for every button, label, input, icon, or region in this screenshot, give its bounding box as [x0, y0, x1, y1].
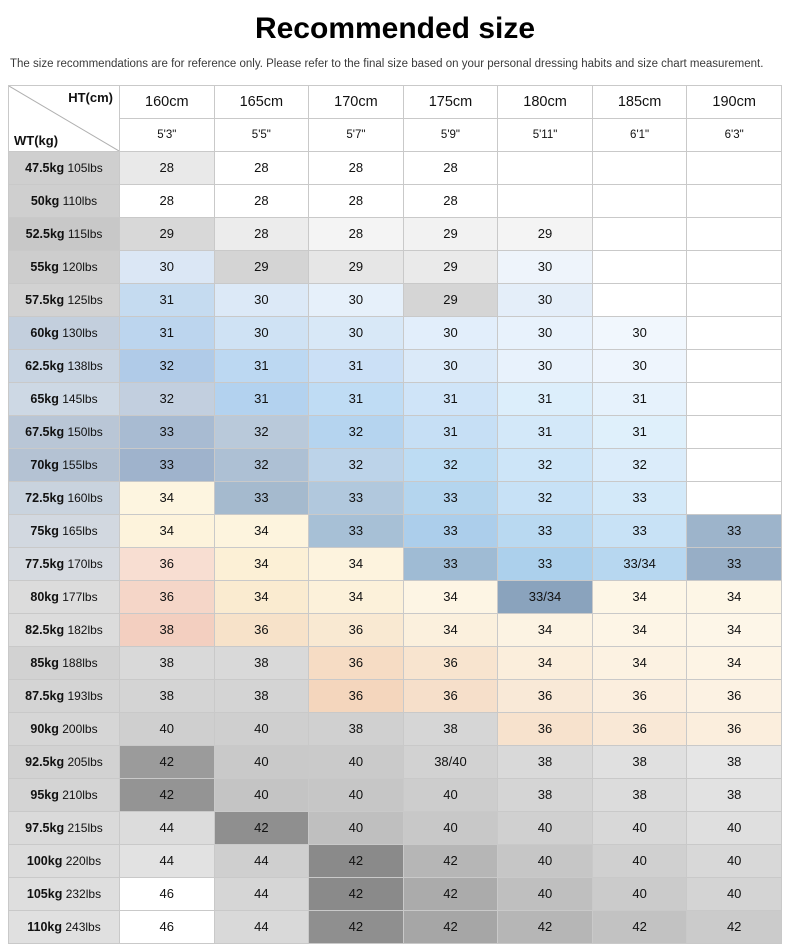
size-cell: 28 — [214, 217, 309, 250]
size-cell: 34 — [687, 613, 782, 646]
row-header-weight — [9, 712, 120, 745]
column-header-height-ft: 5'7" — [309, 118, 404, 151]
row-header-weight — [9, 745, 120, 778]
row-header-lbs: 165lbs — [62, 523, 98, 538]
row-header-weight — [9, 910, 120, 943]
size-cell: 42 — [309, 844, 404, 877]
row-header-weight — [9, 778, 120, 811]
row-header-weight — [9, 448, 120, 481]
row-header-lbs: 182lbs — [67, 622, 103, 637]
table-row — [9, 349, 782, 382]
size-cell: 33 — [403, 481, 498, 514]
size-cell: 33 — [403, 514, 498, 547]
size-cell: 33 — [687, 547, 782, 580]
column-header-height-ft: 6'3" — [687, 118, 782, 151]
size-cell: 30 — [309, 316, 404, 349]
row-header-weight — [9, 217, 120, 250]
row-header-lbs: 215lbs — [67, 820, 103, 835]
size-cell: 34 — [309, 580, 404, 613]
size-cell: 34 — [120, 514, 215, 547]
size-cell: 28 — [120, 151, 215, 184]
size-cell: 33/34 — [498, 580, 593, 613]
size-cell — [687, 283, 782, 316]
size-cell: 40 — [687, 877, 782, 910]
row-header-kg: 57.5kg — [25, 292, 65, 307]
size-cell: 46 — [120, 910, 215, 943]
row-header-kg: 80kg — [30, 589, 59, 604]
size-cell: 40 — [309, 745, 404, 778]
table-row — [9, 745, 782, 778]
table-row — [9, 712, 782, 745]
row-header-kg: 62.5kg — [25, 358, 65, 373]
size-cell: 33 — [120, 448, 215, 481]
table-row — [9, 184, 782, 217]
size-cell: 30 — [120, 250, 215, 283]
table-row — [9, 316, 782, 349]
page-subtitle: The size recommendations are for reference only. Please refer to the final size based on your personal dressing habits and size chart measurement. — [10, 58, 764, 70]
height-axis-label: HT(cm) — [68, 89, 113, 105]
size-cell: 36 — [309, 679, 404, 712]
size-cell: 29 — [403, 250, 498, 283]
row-header-lbs: 193lbs — [67, 688, 103, 703]
size-cell: 34 — [687, 580, 782, 613]
size-cell: 38 — [214, 646, 309, 679]
size-cell — [687, 250, 782, 283]
size-cell: 33 — [687, 514, 782, 547]
size-cell: 30 — [214, 283, 309, 316]
header-row-ft — [9, 118, 782, 151]
size-cell: 38 — [687, 778, 782, 811]
table-header — [9, 85, 782, 151]
size-cell: 34 — [498, 646, 593, 679]
size-cell: 31 — [498, 415, 593, 448]
size-cell: 44 — [120, 811, 215, 844]
row-header-lbs: 115lbs — [67, 226, 103, 241]
size-cell: 31 — [214, 382, 309, 415]
table-row — [9, 514, 782, 547]
row-header-weight — [9, 184, 120, 217]
row-header-kg: 67.5kg — [25, 424, 65, 439]
size-cell: 36 — [120, 547, 215, 580]
row-header-kg: 82.5kg — [25, 622, 65, 637]
size-cell: 34 — [309, 547, 404, 580]
row-header-kg: 55kg — [30, 259, 59, 274]
row-header-kg: 105kg — [26, 886, 63, 901]
column-header-height-ft: 5'3" — [120, 118, 215, 151]
table-row — [9, 877, 782, 910]
size-cell: 36 — [403, 646, 498, 679]
size-cell: 31 — [592, 382, 687, 415]
size-cell: 38 — [309, 712, 404, 745]
size-cell: 33 — [498, 514, 593, 547]
page-title: Recommended size — [254, 12, 536, 45]
row-header-lbs: 150lbs — [67, 424, 103, 439]
size-cell: 40 — [309, 778, 404, 811]
size-cell: 32 — [120, 349, 215, 382]
size-cell: 33 — [214, 481, 309, 514]
header-row-cm — [9, 85, 782, 118]
size-cell: 42 — [309, 910, 404, 943]
size-cell: 34 — [592, 646, 687, 679]
row-header-lbs: 200lbs — [62, 721, 98, 736]
row-header-lbs: 110lbs — [62, 193, 98, 208]
size-cell: 34 — [214, 514, 309, 547]
size-cell: 40 — [687, 844, 782, 877]
row-header-lbs: 210lbs — [62, 787, 98, 802]
size-cell: 38 — [687, 745, 782, 778]
size-cell: 28 — [120, 184, 215, 217]
size-cell — [592, 283, 687, 316]
size-cell: 36 — [309, 613, 404, 646]
size-cell: 30 — [592, 349, 687, 382]
size-cell: 33 — [309, 514, 404, 547]
column-header-height: 170cm — [309, 85, 404, 118]
size-cell: 40 — [592, 877, 687, 910]
size-cell: 40 — [214, 778, 309, 811]
row-header-weight — [9, 547, 120, 580]
row-header-kg: 72.5kg — [25, 490, 65, 505]
table-row — [9, 910, 782, 943]
size-cell: 33 — [498, 547, 593, 580]
size-cell: 42 — [309, 877, 404, 910]
column-header-height-ft: 5'11" — [498, 118, 593, 151]
size-cell: 36 — [120, 580, 215, 613]
row-header-kg: 90kg — [30, 721, 59, 736]
row-header-kg: 110kg — [27, 919, 63, 934]
size-cell: 40 — [214, 712, 309, 745]
size-cell: 42 — [120, 745, 215, 778]
size-cell: 32 — [592, 448, 687, 481]
table-row — [9, 217, 782, 250]
table-row — [9, 250, 782, 283]
size-cell: 32 — [120, 382, 215, 415]
size-cell: 34 — [214, 547, 309, 580]
row-header-lbs: 105lbs — [67, 160, 103, 175]
size-cell: 40 — [498, 811, 593, 844]
row-header-weight — [9, 349, 120, 382]
size-cell: 36 — [687, 712, 782, 745]
column-header-height-ft: 5'9" — [403, 118, 498, 151]
row-header-lbs: 120lbs — [62, 259, 98, 274]
size-cell: 31 — [120, 283, 215, 316]
row-header-lbs: 188lbs — [62, 655, 98, 670]
size-cell: 42 — [403, 910, 498, 943]
table-body — [9, 151, 782, 943]
size-cell: 42 — [592, 910, 687, 943]
table-row — [9, 811, 782, 844]
size-cell — [687, 217, 782, 250]
size-cell: 30 — [498, 283, 593, 316]
size-cell — [687, 349, 782, 382]
size-cell — [687, 481, 782, 514]
column-header-height: 190cm — [687, 85, 782, 118]
size-cell: 40 — [309, 811, 404, 844]
row-header-kg: 70kg — [30, 457, 59, 472]
row-header-weight — [9, 613, 120, 646]
size-cell: 33/34 — [592, 547, 687, 580]
size-cell: 32 — [309, 415, 404, 448]
size-cell: 40 — [592, 844, 687, 877]
column-header-height: 165cm — [214, 85, 309, 118]
row-header-lbs: 160lbs — [67, 490, 103, 505]
size-cell: 31 — [498, 382, 593, 415]
size-cell: 40 — [498, 877, 593, 910]
size-cell: 40 — [498, 844, 593, 877]
size-cell: 38 — [120, 646, 215, 679]
size-cell: 28 — [403, 151, 498, 184]
size-cell — [498, 184, 593, 217]
size-cell — [687, 415, 782, 448]
size-cell — [592, 250, 687, 283]
table-row — [9, 844, 782, 877]
size-cell: 46 — [120, 877, 215, 910]
size-cell: 30 — [309, 283, 404, 316]
size-cell — [687, 382, 782, 415]
size-cell: 38 — [120, 613, 215, 646]
row-header-lbs: 130lbs — [62, 325, 98, 340]
size-cell: 34 — [403, 613, 498, 646]
row-header-kg: 50kg — [30, 193, 60, 208]
row-header-lbs: 145lbs — [62, 391, 98, 406]
size-cell: 36 — [309, 646, 404, 679]
row-header-kg: 47.5kg — [25, 160, 65, 175]
size-cell: 36 — [592, 712, 687, 745]
size-cell: 30 — [403, 316, 498, 349]
size-cell: 42 — [403, 877, 498, 910]
size-cell: 40 — [120, 712, 215, 745]
table-row — [9, 580, 782, 613]
row-header-kg: 100kg — [26, 853, 63, 868]
size-cell: 36 — [687, 679, 782, 712]
size-cell: 34 — [214, 580, 309, 613]
recommended-size-table — [8, 85, 782, 944]
row-header-kg: 85kg — [30, 655, 59, 670]
size-cell: 32 — [403, 448, 498, 481]
size-cell: 29 — [214, 250, 309, 283]
size-cell: 28 — [309, 184, 404, 217]
row-header-weight — [9, 877, 120, 910]
size-cell: 44 — [214, 844, 309, 877]
size-cell: 31 — [592, 415, 687, 448]
size-cell: 38 — [592, 778, 687, 811]
row-header-weight — [9, 283, 120, 316]
size-cell: 40 — [592, 811, 687, 844]
size-cell: 32 — [498, 481, 593, 514]
size-cell: 31 — [214, 349, 309, 382]
row-header-weight — [9, 646, 120, 679]
size-cell: 38/40 — [403, 745, 498, 778]
row-header-weight — [9, 151, 120, 184]
size-cell: 33 — [120, 415, 215, 448]
size-cell: 38 — [498, 745, 593, 778]
row-header-lbs: 220lbs — [65, 853, 102, 868]
size-cell: 44 — [214, 910, 309, 943]
row-header-weight — [9, 679, 120, 712]
size-cell: 34 — [592, 613, 687, 646]
table-row — [9, 382, 782, 415]
size-cell: 29 — [120, 217, 215, 250]
size-cell: 29 — [403, 217, 498, 250]
size-cell: 28 — [214, 184, 309, 217]
size-cell: 34 — [498, 613, 593, 646]
row-header-lbs: 232lbs — [65, 886, 102, 901]
size-cell: 30 — [498, 316, 593, 349]
row-header-kg: 95kg — [30, 787, 59, 802]
size-cell: 31 — [309, 349, 404, 382]
size-cell — [687, 448, 782, 481]
size-cell: 40 — [403, 811, 498, 844]
row-header-weight — [9, 415, 120, 448]
row-header-kg: 75kg — [30, 523, 59, 538]
row-header-kg: 65kg — [30, 391, 59, 406]
size-cell: 38 — [403, 712, 498, 745]
row-header-kg: 77.5kg — [25, 556, 65, 571]
row-header-lbs: 177lbs — [62, 589, 98, 604]
table-row — [9, 778, 782, 811]
size-cell: 28 — [309, 217, 404, 250]
size-cell: 36 — [498, 712, 593, 745]
table-row — [9, 283, 782, 316]
size-cell: 30 — [498, 250, 593, 283]
size-cell: 30 — [498, 349, 593, 382]
size-cell: 33 — [592, 481, 687, 514]
column-header-height: 175cm — [403, 85, 498, 118]
size-cell: 44 — [214, 877, 309, 910]
size-cell: 32 — [214, 415, 309, 448]
table-row — [9, 646, 782, 679]
size-cell: 34 — [687, 646, 782, 679]
size-cell: 28 — [403, 184, 498, 217]
size-cell: 31 — [403, 415, 498, 448]
table-row — [9, 679, 782, 712]
size-cell: 34 — [592, 580, 687, 613]
size-cell: 33 — [403, 547, 498, 580]
size-cell: 42 — [120, 778, 215, 811]
size-cell: 32 — [214, 448, 309, 481]
row-header-lbs: 155lbs — [62, 457, 98, 472]
row-header-kg: 87.5kg — [25, 688, 65, 703]
table-row — [9, 613, 782, 646]
size-cell: 36 — [592, 679, 687, 712]
size-cell: 44 — [120, 844, 215, 877]
size-cell — [687, 184, 782, 217]
size-cell — [592, 217, 687, 250]
size-cell: 29 — [498, 217, 593, 250]
size-cell: 36 — [498, 679, 593, 712]
size-cell: 30 — [592, 316, 687, 349]
size-cell: 31 — [403, 382, 498, 415]
size-cell: 36 — [214, 613, 309, 646]
row-header-lbs: 170lbs — [67, 556, 103, 571]
row-header-weight — [9, 481, 120, 514]
size-cell: 32 — [498, 448, 593, 481]
row-header-weight — [9, 844, 120, 877]
row-header-kg: 97.5kg — [25, 820, 65, 835]
row-header-weight — [9, 580, 120, 613]
row-header-kg: 52.5kg — [25, 226, 65, 241]
size-cell: 40 — [403, 778, 498, 811]
size-cell: 40 — [687, 811, 782, 844]
column-header-height: 160cm — [120, 85, 215, 118]
row-header-lbs: 125lbs — [67, 292, 103, 307]
row-header-weight — [9, 250, 120, 283]
size-cell: 33 — [592, 514, 687, 547]
size-cell: 34 — [403, 580, 498, 613]
row-header-lbs: 243lbs — [65, 919, 101, 934]
row-header-weight — [9, 811, 120, 844]
size-cell: 42 — [498, 910, 593, 943]
weight-axis-label: WT(kg) — [14, 132, 59, 148]
table-row — [9, 448, 782, 481]
row-header-weight — [9, 514, 120, 547]
size-cell: 38 — [214, 679, 309, 712]
size-cell: 29 — [309, 250, 404, 283]
size-cell: 34 — [120, 481, 215, 514]
size-cell: 40 — [214, 745, 309, 778]
size-cell — [687, 151, 782, 184]
size-cell — [687, 316, 782, 349]
column-header-height-ft: 5'5" — [214, 118, 309, 151]
size-cell: 42 — [403, 844, 498, 877]
table-row — [9, 481, 782, 514]
size-cell: 38 — [592, 745, 687, 778]
size-cell: 28 — [309, 151, 404, 184]
size-cell: 36 — [403, 679, 498, 712]
size-cell: 33 — [309, 481, 404, 514]
row-header-weight — [9, 316, 120, 349]
row-header-lbs: 205lbs — [67, 754, 103, 769]
size-cell: 31 — [309, 382, 404, 415]
size-cell: 38 — [120, 679, 215, 712]
size-cell: 42 — [687, 910, 782, 943]
size-cell — [592, 151, 687, 184]
size-cell: 28 — [214, 151, 309, 184]
size-cell: 29 — [403, 283, 498, 316]
size-cell: 30 — [403, 349, 498, 382]
table-row — [9, 547, 782, 580]
row-header-kg: 92.5kg — [25, 754, 65, 769]
column-header-height: 180cm — [498, 85, 593, 118]
size-cell: 32 — [309, 448, 404, 481]
row-header-kg: 60kg — [30, 325, 59, 340]
row-header-weight — [9, 382, 120, 415]
table-row — [9, 151, 782, 184]
size-cell: 30 — [214, 316, 309, 349]
row-header-lbs: 138lbs — [67, 358, 103, 373]
column-header-height: 185cm — [592, 85, 687, 118]
size-cell — [498, 151, 593, 184]
column-header-height-ft: 6'1" — [592, 118, 687, 151]
table-row — [9, 415, 782, 448]
size-cell — [592, 184, 687, 217]
size-cell: 42 — [214, 811, 309, 844]
axis-corner-cell — [9, 85, 120, 151]
size-cell: 31 — [120, 316, 215, 349]
size-cell: 38 — [498, 778, 593, 811]
